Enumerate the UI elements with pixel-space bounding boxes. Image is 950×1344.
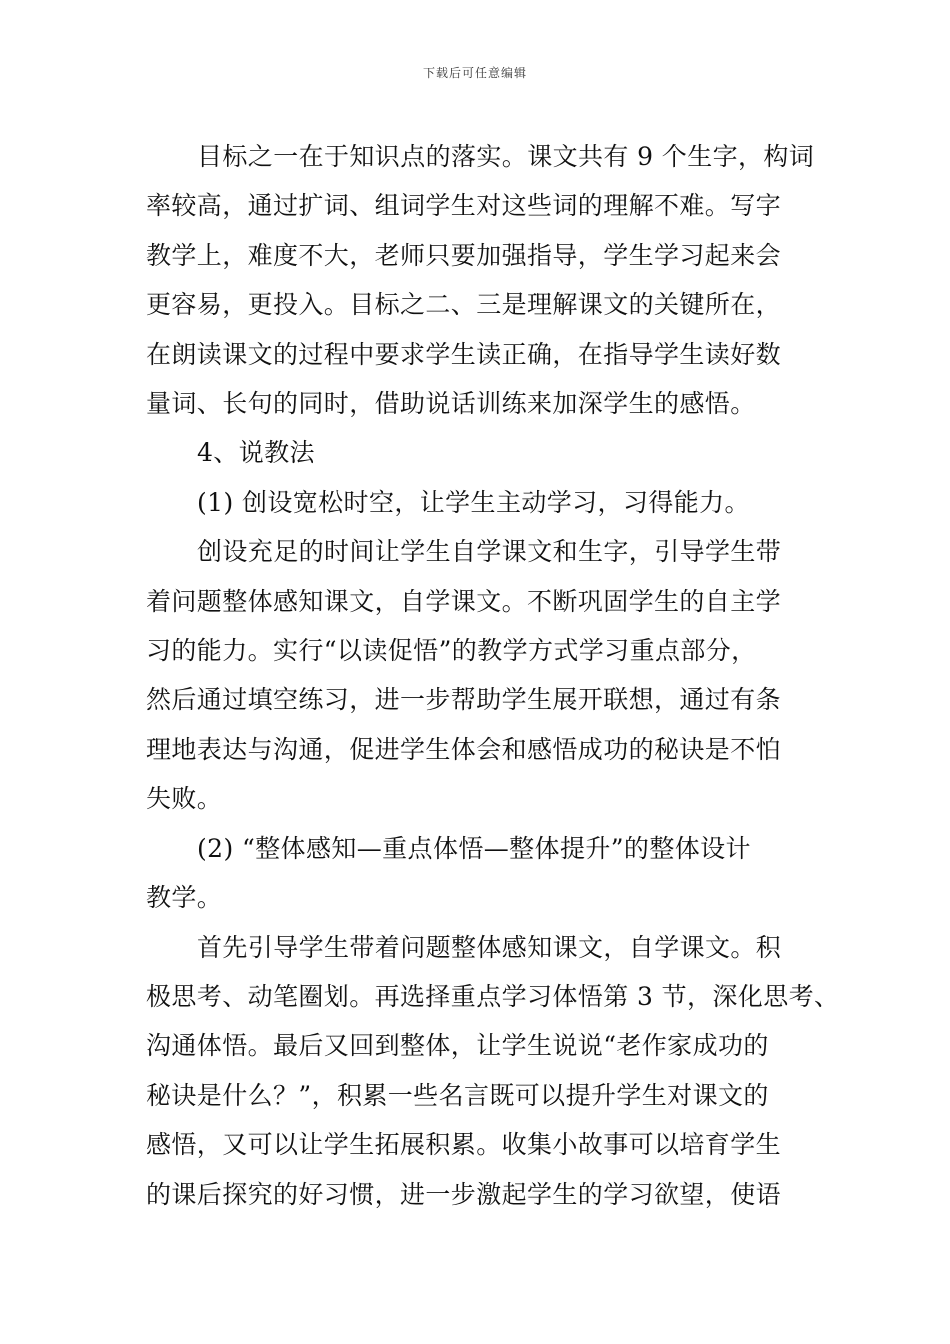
- text-line: 然后通过填空练习，进一步帮助学生展开联想，通过有条: [146, 685, 782, 715]
- text-line: 理地表达与沟通，促进学生体会和感悟成功的秘诀是不怕: [146, 734, 782, 764]
- text-line: 更容易，更投入。目标之二、三是理解课文的关键所在，: [146, 290, 782, 320]
- text-line: 习的能力。实行“以读促悟”的教学方式学习重点部分，: [146, 636, 757, 666]
- paragraph-1: [146, 132, 815, 428]
- text-line: 感悟，又可以让学生拓展积累。收集小故事可以培育学生: [146, 1130, 782, 1160]
- paragraph-subheading-2: [146, 824, 810, 923]
- paragraph-3: [146, 923, 840, 1219]
- page-header: 下载后可任意编辑: [422, 66, 527, 80]
- text-line: (2) “整体感知—重点体悟—整体提升”的整体设计: [197, 833, 751, 863]
- text-line: 率较高，通过扩词、组词学生对这些词的理解不难。写字: [146, 191, 782, 221]
- text-line: 教学上，难度不大，老师只要加强指导，学生学习起来会: [146, 240, 782, 270]
- text-line: 的课后探究的好习惯，进一步激起学生的学习欲望，使语: [146, 1179, 782, 1209]
- text-line: 沟通体悟。最后又回到整体，让学生说说“老作家成功的: [146, 1031, 769, 1061]
- text-line: 极思考、动笔圈划。再选择重点学习体悟第 3 节，深化思考、: [146, 981, 840, 1011]
- text-line: 秘诀是什么？”，积累一些名言既可以提升学生对课文的: [146, 1080, 769, 1110]
- text-line: 在朗读课文的过程中要求学生读正确，在指导学生读好数: [146, 339, 782, 369]
- text-line: 目标之一在于知识点的落实。课文共有 9 个生字，构词: [197, 142, 815, 171]
- text-line: 量词、长句的同时，借助说话训练来加深学生的感悟。: [146, 389, 756, 419]
- document-body: [146, 132, 840, 1219]
- paragraph-subheading-1: [146, 478, 810, 527]
- text-line: 着问题整体感知课文，自学课文。不断巩固学生的自主学: [146, 586, 782, 616]
- text-line: (1) 创设宽松时空，让学生主动学习，习得能力。: [197, 487, 750, 517]
- paragraph-2: [146, 527, 810, 823]
- text-line: 首先引导学生带着问题整体感知课文，自学课文。积: [197, 932, 782, 962]
- text-line: 创设充足的时间让学生自学课文和生字，引导学生带: [197, 537, 782, 567]
- text-line: 失败。: [146, 784, 223, 814]
- text-line: 4、说教法: [197, 438, 315, 468]
- section-heading: [146, 428, 810, 477]
- text-line: 教学。: [146, 883, 223, 913]
